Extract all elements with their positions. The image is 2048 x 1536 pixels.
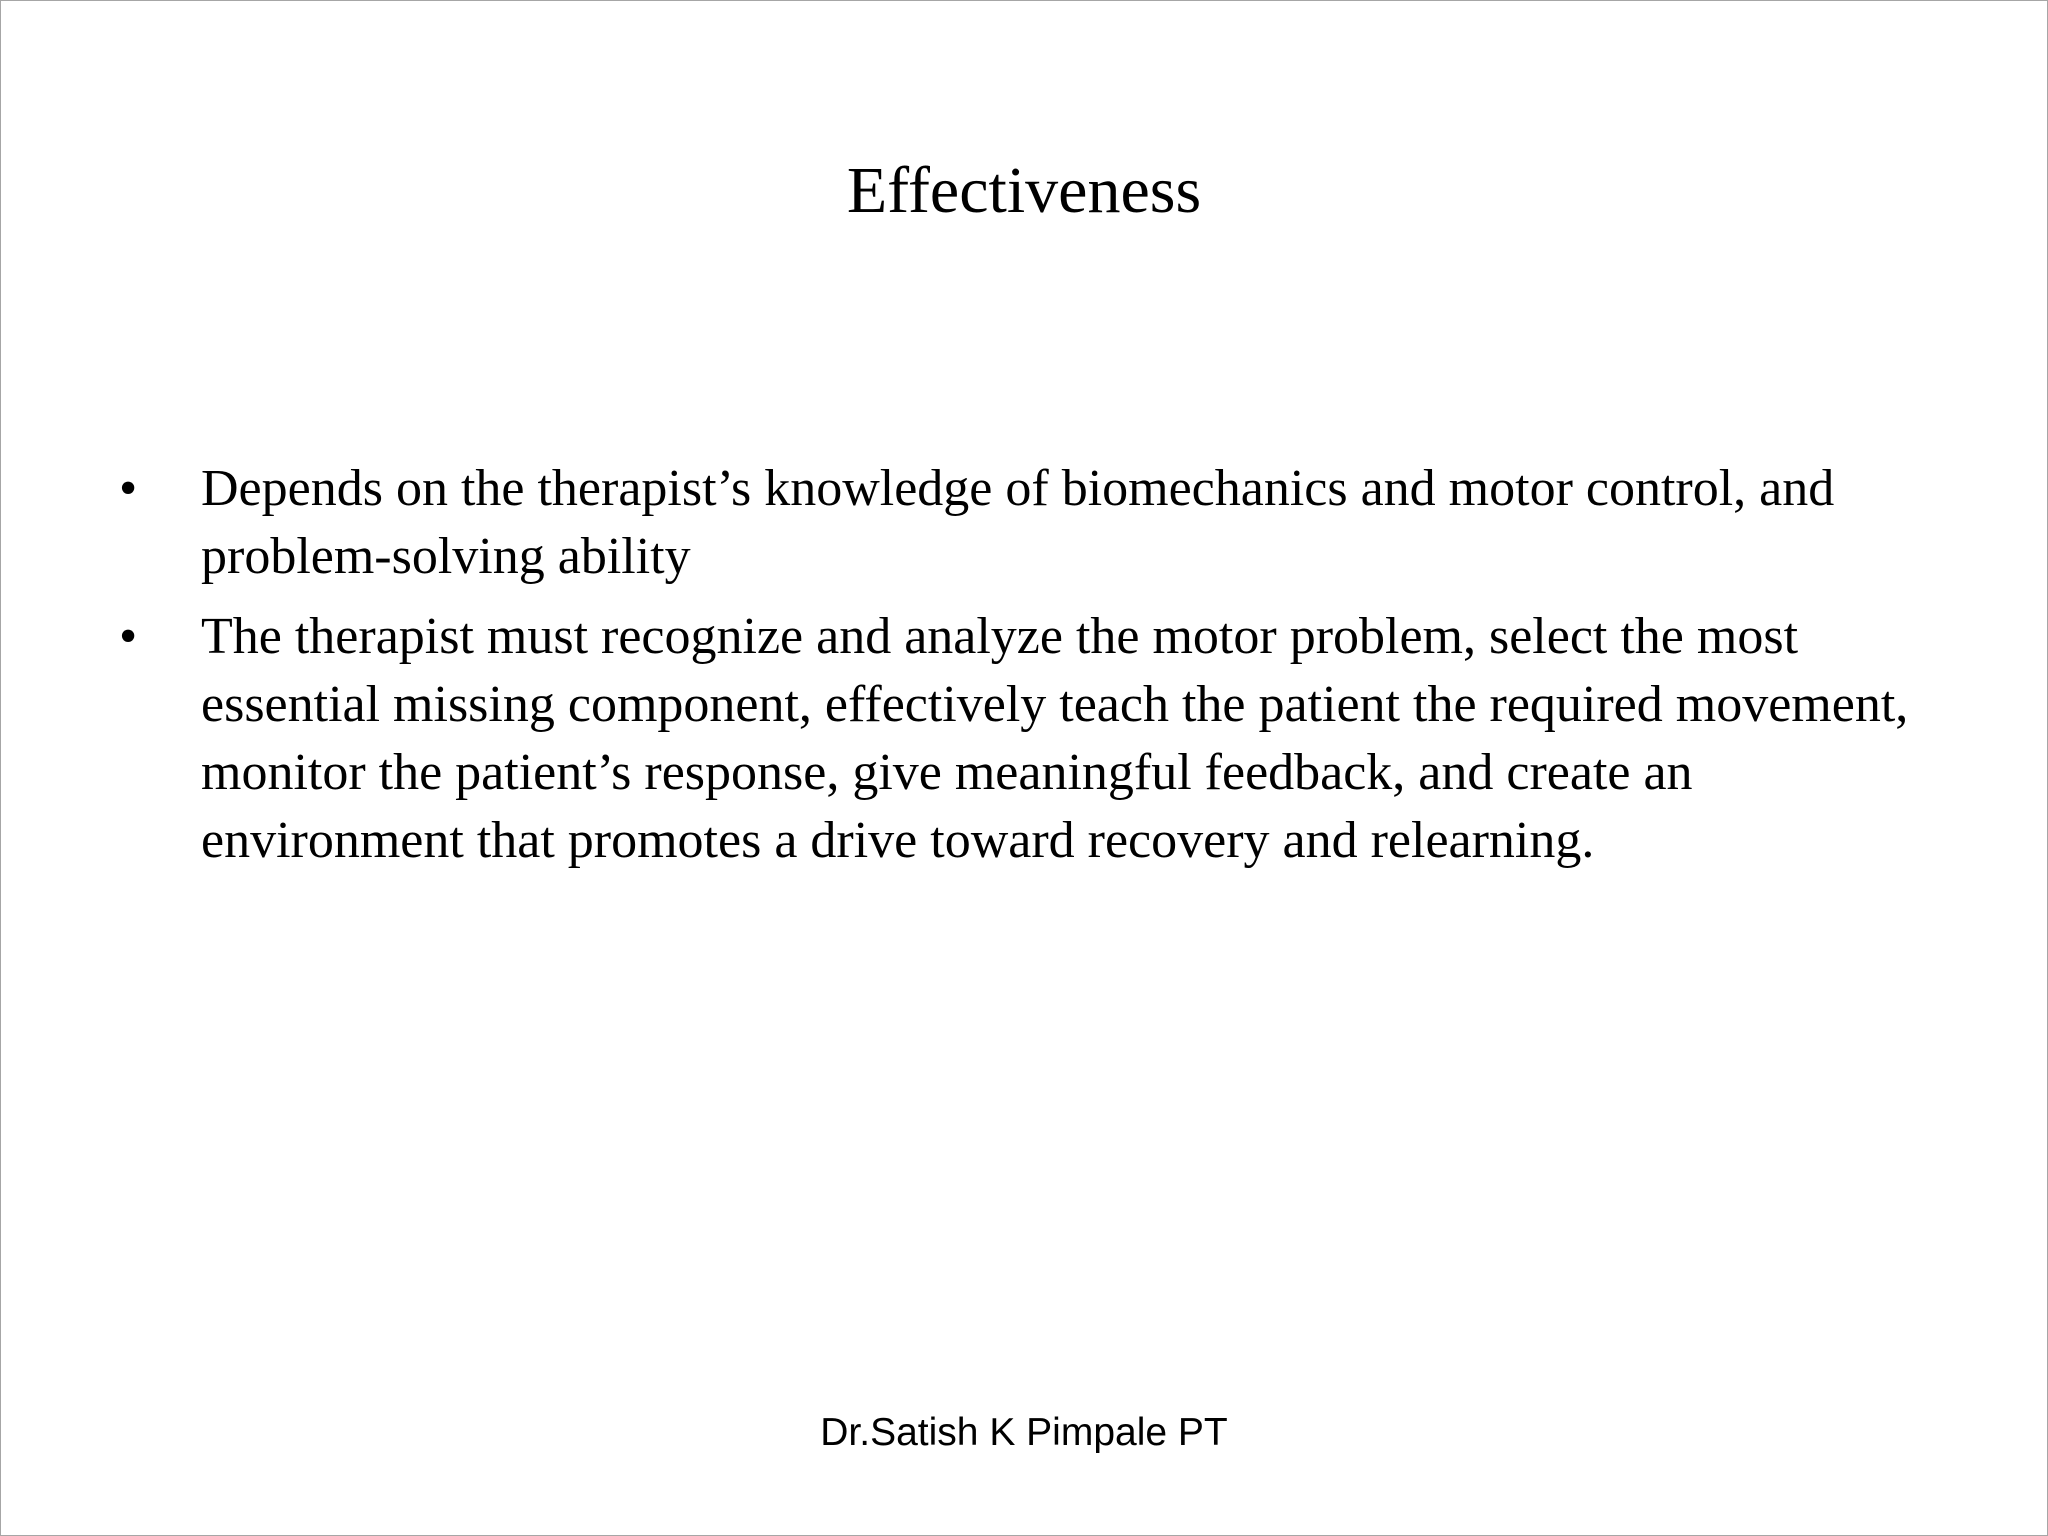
footer-author: Dr.Satish K Pimpale PT xyxy=(820,1411,1228,1454)
slide-title: Effectiveness xyxy=(846,154,1202,227)
bullet-item xyxy=(119,603,1959,875)
bullet-text: The therapist must recognize and analyze the motor problem, select the most essential missing component, effectively teach the patient the required movement, monitor the patient’s response, give meaningful feedback, and create an environment that promotes a drive toward recovery and relearning. xyxy=(201,608,1909,869)
bullet-item xyxy=(119,455,1959,591)
bullet-marker: • xyxy=(119,460,138,517)
bullet-list xyxy=(119,455,1959,887)
bullet-text: Depends on the therapist’s knowledge of biomechanics and motor control, and problem-solving ability xyxy=(201,460,1835,585)
bullet-marker: • xyxy=(119,608,138,665)
